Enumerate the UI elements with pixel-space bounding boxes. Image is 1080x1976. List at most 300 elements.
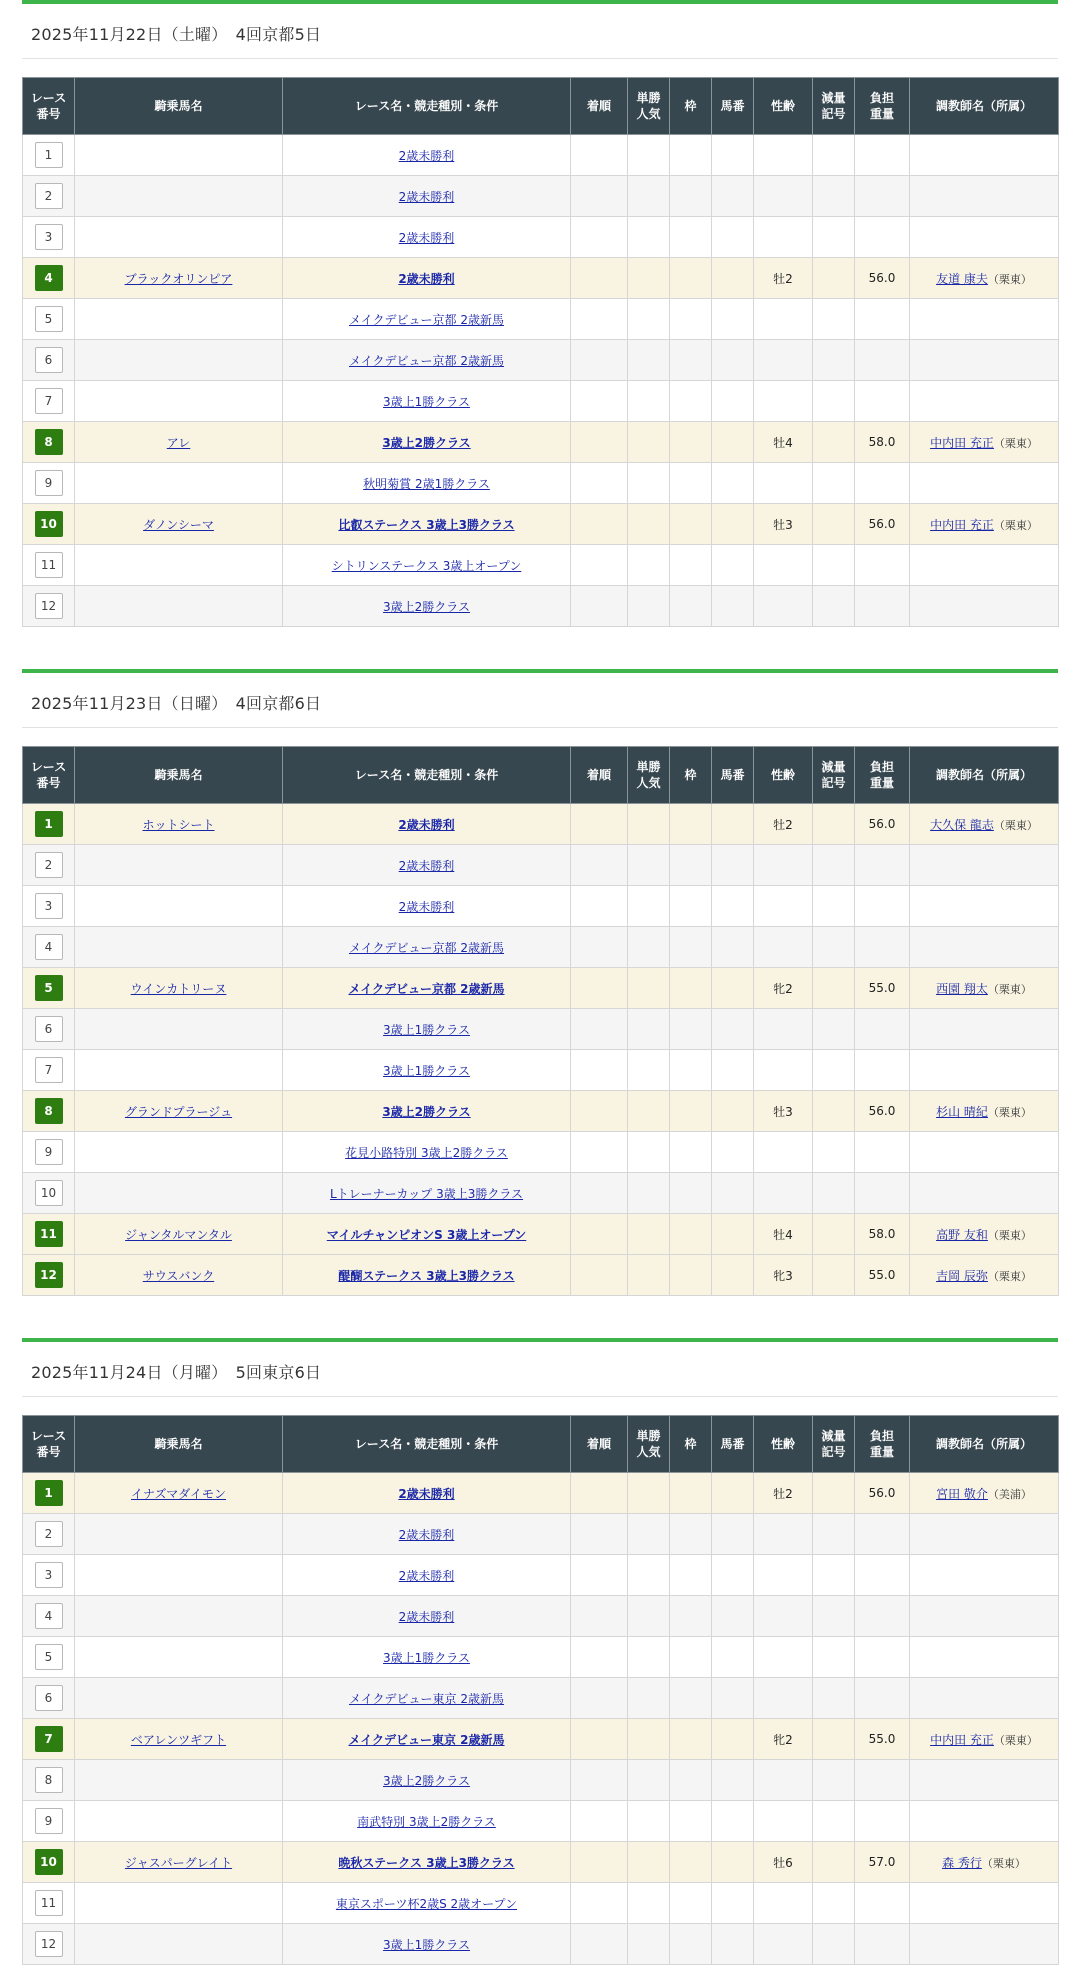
sex-age-cell bbox=[754, 1555, 813, 1596]
race-row bbox=[23, 1883, 1059, 1924]
horse-cell bbox=[75, 217, 283, 258]
finish-cell bbox=[571, 1596, 628, 1637]
horse-name-link[interactable]: ベアレンツギフト bbox=[130, 1732, 227, 1747]
burden-weight-cell: 55.0 bbox=[855, 1719, 910, 1760]
burden-weight-cell bbox=[855, 1883, 910, 1924]
weight-mark-cell bbox=[813, 927, 855, 968]
race-number-cell bbox=[23, 1596, 75, 1637]
race-name-cell bbox=[283, 135, 571, 176]
race-name-link[interactable]: 2歳未勝利 bbox=[398, 230, 455, 245]
race-name-link[interactable]: メイクデビュー京都 2歳新馬 bbox=[349, 353, 504, 368]
race-name-link[interactable]: 秋明菊賞 2歳1勝クラス bbox=[363, 476, 490, 491]
popularity-cell bbox=[628, 927, 670, 968]
race-name-link[interactable]: メイクデビュー東京 2歳新馬 bbox=[349, 1691, 504, 1706]
trainer-cell bbox=[910, 1883, 1059, 1924]
weight-mark-cell bbox=[813, 1760, 855, 1801]
horse-cell bbox=[75, 463, 283, 504]
race-name-cell bbox=[283, 1883, 571, 1924]
trainer-cell bbox=[910, 1214, 1059, 1255]
horse-number-cell bbox=[712, 1924, 754, 1965]
horse-cell bbox=[75, 1009, 283, 1050]
header-race-no: レース 番号 bbox=[23, 1416, 75, 1473]
trainer-cell bbox=[910, 1678, 1059, 1719]
trainer-cell bbox=[910, 1719, 1059, 1760]
horse-number-cell bbox=[712, 340, 754, 381]
race-name-link[interactable]: 2歳未勝利 bbox=[398, 271, 455, 286]
horse-cell bbox=[75, 886, 283, 927]
trainer-name-link[interactable]: 大久保 龍志 bbox=[930, 817, 994, 832]
race-name-link[interactable]: 南武特別 3歳上2勝クラス bbox=[357, 1814, 496, 1829]
popularity-cell bbox=[628, 1760, 670, 1801]
sex-age-cell bbox=[754, 1132, 813, 1173]
weight-mark-cell bbox=[813, 299, 855, 340]
race-name-cell bbox=[283, 968, 571, 1009]
horse-cell bbox=[75, 135, 283, 176]
popularity-cell bbox=[628, 422, 670, 463]
trainer-name-link[interactable]: 宮田 敬介 bbox=[936, 1486, 988, 1501]
frame-cell bbox=[670, 1678, 712, 1719]
frame-cell bbox=[670, 1555, 712, 1596]
race-row bbox=[23, 422, 1059, 463]
trainer-cell bbox=[910, 381, 1059, 422]
race-name-cell bbox=[283, 504, 571, 545]
race-name-link[interactable]: メイクデビュー京都 2歳新馬 bbox=[349, 312, 504, 327]
popularity-cell bbox=[628, 381, 670, 422]
finish-cell bbox=[571, 1091, 628, 1132]
finish-cell bbox=[571, 1214, 628, 1255]
horse-cell bbox=[75, 1842, 283, 1883]
race-name-cell bbox=[283, 1596, 571, 1637]
race-name-link[interactable]: 3歳上1勝クラス bbox=[383, 1063, 470, 1078]
race-name-link[interactable]: 3歳上1勝クラス bbox=[383, 1650, 470, 1665]
sex-age-cell: 牡2 bbox=[754, 1473, 813, 1514]
popularity-cell bbox=[628, 1924, 670, 1965]
horse-cell bbox=[75, 545, 283, 586]
race-number-cell bbox=[23, 1255, 75, 1296]
race-name-link[interactable]: 2歳未勝利 bbox=[398, 1486, 455, 1501]
race-name-link[interactable]: マイルチャンピオンS 3歳上オープン bbox=[326, 1227, 527, 1242]
horse-number-cell bbox=[712, 804, 754, 845]
trainer-cell bbox=[910, 1050, 1059, 1091]
trainer-name-link[interactable]: 吉岡 辰弥 bbox=[936, 1268, 988, 1283]
race-number-cell bbox=[23, 1091, 75, 1132]
burden-weight-cell bbox=[855, 1132, 910, 1173]
header-horse-number: 馬番 bbox=[712, 78, 754, 135]
race-row bbox=[23, 1514, 1059, 1555]
horse-cell bbox=[75, 422, 283, 463]
horse-name-link[interactable]: アレ bbox=[166, 435, 191, 450]
race-name-cell bbox=[283, 463, 571, 504]
weight-mark-cell bbox=[813, 1637, 855, 1678]
race-name-link[interactable]: 比叡ステークス 3歳上3勝クラス bbox=[338, 517, 515, 532]
race-number-badge: 12 bbox=[35, 1931, 63, 1957]
burden-weight-cell bbox=[855, 845, 910, 886]
race-number-badge: 6 bbox=[35, 1016, 63, 1042]
header-weight-mark: 減量 記号 bbox=[813, 78, 855, 135]
horse-name-link[interactable]: イナズマダイモン bbox=[130, 1486, 227, 1501]
sex-age-cell bbox=[754, 886, 813, 927]
sex-age-cell bbox=[754, 1801, 813, 1842]
burden-weight-cell bbox=[855, 545, 910, 586]
popularity-cell bbox=[628, 217, 670, 258]
trainer-affiliation: （栗東） bbox=[981, 1856, 1026, 1870]
race-row bbox=[23, 1091, 1059, 1132]
trainer-name-link[interactable]: 西園 翔太 bbox=[936, 981, 988, 996]
sex-age-cell bbox=[754, 463, 813, 504]
horse-cell bbox=[75, 1637, 283, 1678]
popularity-cell bbox=[628, 1596, 670, 1637]
horse-name-link[interactable]: ダノンシーマ bbox=[143, 517, 214, 532]
finish-cell bbox=[571, 545, 628, 586]
frame-cell bbox=[670, 1842, 712, 1883]
race-number-cell bbox=[23, 504, 75, 545]
race-name-link[interactable]: 2歳未勝利 bbox=[398, 1609, 455, 1624]
race-day-section bbox=[22, 669, 1058, 1296]
popularity-cell bbox=[628, 1214, 670, 1255]
trainer-cell bbox=[910, 135, 1059, 176]
race-row bbox=[23, 1473, 1059, 1514]
finish-cell bbox=[571, 1842, 628, 1883]
race-name-cell bbox=[283, 1009, 571, 1050]
race-number-badge: 9 bbox=[35, 1139, 63, 1165]
race-name-link[interactable]: 醍醐ステークス 3歳上3勝クラス bbox=[338, 1268, 515, 1283]
trainer-cell bbox=[910, 1514, 1059, 1555]
weight-mark-cell bbox=[813, 381, 855, 422]
trainer-affiliation: （栗東） bbox=[987, 982, 1032, 996]
header-popularity: 単勝 人気 bbox=[628, 1416, 670, 1473]
race-number-cell bbox=[23, 1760, 75, 1801]
trainer-name-link[interactable]: 中内田 充正 bbox=[930, 517, 994, 532]
race-name-cell bbox=[283, 1050, 571, 1091]
trainer-name-link[interactable]: 杉山 晴紀 bbox=[936, 1104, 988, 1119]
race-number-badge: 2 bbox=[35, 852, 63, 878]
trainer-cell bbox=[910, 1132, 1059, 1173]
race-number-badge: 8 bbox=[35, 429, 63, 455]
race-row bbox=[23, 463, 1059, 504]
frame-cell bbox=[670, 1801, 712, 1842]
race-name-cell bbox=[283, 1255, 571, 1296]
horse-cell bbox=[75, 1473, 283, 1514]
sex-age-cell bbox=[754, 1514, 813, 1555]
race-row bbox=[23, 340, 1059, 381]
race-name-cell bbox=[283, 299, 571, 340]
race-name-link[interactable]: 3歳上2勝クラス bbox=[382, 1104, 471, 1119]
race-row bbox=[23, 927, 1059, 968]
horse-cell bbox=[75, 340, 283, 381]
weight-mark-cell bbox=[813, 135, 855, 176]
finish-cell bbox=[571, 1050, 628, 1091]
weight-mark-cell bbox=[813, 845, 855, 886]
race-number-badge: 11 bbox=[35, 1890, 63, 1916]
finish-cell bbox=[571, 299, 628, 340]
race-name-link[interactable]: シトリンステークス 3歳上オープン bbox=[331, 558, 522, 573]
finish-cell bbox=[571, 1801, 628, 1842]
weight-mark-cell bbox=[813, 1514, 855, 1555]
race-row bbox=[23, 381, 1059, 422]
horse-cell bbox=[75, 258, 283, 299]
trainer-cell bbox=[910, 1924, 1059, 1965]
race-name-link[interactable]: 東京スポーツ杯2歳S 2歳オープン bbox=[335, 1896, 518, 1911]
sex-age-cell bbox=[754, 845, 813, 886]
race-name-cell bbox=[283, 258, 571, 299]
trainer-cell bbox=[910, 1009, 1059, 1050]
horse-name-link[interactable]: ホットシート bbox=[142, 817, 215, 832]
burden-weight-cell bbox=[855, 1596, 910, 1637]
race-row bbox=[23, 1842, 1059, 1883]
frame-cell bbox=[670, 1596, 712, 1637]
finish-cell bbox=[571, 1924, 628, 1965]
trainer-name-link[interactable]: 中内田 充正 bbox=[930, 435, 994, 450]
horse-cell bbox=[75, 381, 283, 422]
horse-cell bbox=[75, 1255, 283, 1296]
frame-cell bbox=[670, 1637, 712, 1678]
burden-weight-cell bbox=[855, 135, 910, 176]
burden-weight-cell bbox=[855, 927, 910, 968]
race-number-cell bbox=[23, 1924, 75, 1965]
popularity-cell bbox=[628, 463, 670, 504]
horse-cell bbox=[75, 586, 283, 627]
race-row bbox=[23, 1555, 1059, 1596]
popularity-cell bbox=[628, 586, 670, 627]
race-name-link[interactable]: 2歳未勝利 bbox=[398, 817, 455, 832]
sex-age-cell: 牡2 bbox=[754, 804, 813, 845]
popularity-cell bbox=[628, 1801, 670, 1842]
race-number-cell bbox=[23, 381, 75, 422]
horse-cell bbox=[75, 968, 283, 1009]
frame-cell bbox=[670, 463, 712, 504]
race-name-link[interactable]: 3歳上2勝クラス bbox=[383, 1773, 470, 1788]
race-name-link[interactable]: 2歳未勝利 bbox=[398, 148, 455, 163]
burden-weight-cell bbox=[855, 1924, 910, 1965]
race-row bbox=[23, 1760, 1059, 1801]
trainer-affiliation: （栗東） bbox=[993, 436, 1038, 450]
frame-cell bbox=[670, 845, 712, 886]
race-number-badge: 7 bbox=[35, 1726, 63, 1752]
race-name-link[interactable]: 2歳未勝利 bbox=[398, 1568, 455, 1583]
race-name-link[interactable]: 晩秋ステークス 3歳上3勝クラス bbox=[338, 1855, 515, 1870]
weight-mark-cell bbox=[813, 586, 855, 627]
horse-cell bbox=[75, 1050, 283, 1091]
race-number-badge: 10 bbox=[35, 511, 63, 537]
header-popularity: 単勝 人気 bbox=[628, 78, 670, 135]
sex-age-cell bbox=[754, 176, 813, 217]
horse-number-cell bbox=[712, 1760, 754, 1801]
trainer-affiliation: （栗東） bbox=[987, 1228, 1032, 1242]
horse-cell bbox=[75, 1719, 283, 1760]
race-name-link[interactable]: 花見小路特別 3歳上2勝クラス bbox=[345, 1145, 508, 1160]
trainer-name-link[interactable]: 高野 友和 bbox=[936, 1227, 988, 1242]
race-name-link[interactable]: 3歳上2勝クラス bbox=[382, 435, 471, 450]
sex-age-cell bbox=[754, 586, 813, 627]
race-name-link[interactable]: 2歳未勝利 bbox=[398, 1527, 455, 1542]
finish-cell bbox=[571, 1678, 628, 1719]
popularity-cell bbox=[628, 1678, 670, 1719]
horse-name-link[interactable]: ジャンタルマンタル bbox=[125, 1227, 232, 1242]
race-name-link[interactable]: 2歳未勝利 bbox=[398, 899, 455, 914]
horse-number-cell bbox=[712, 1173, 754, 1214]
race-row bbox=[23, 1719, 1059, 1760]
burden-weight-cell: 56.0 bbox=[855, 504, 910, 545]
header-horse: 騎乗馬名 bbox=[75, 747, 283, 804]
frame-cell bbox=[670, 1255, 712, 1296]
trainer-cell bbox=[910, 968, 1059, 1009]
horse-name-link[interactable]: サウスバンク bbox=[142, 1268, 215, 1283]
race-number-badge: 6 bbox=[35, 1685, 63, 1711]
trainer-affiliation: （美浦） bbox=[987, 1487, 1032, 1501]
race-number-badge: 2 bbox=[35, 183, 63, 209]
burden-weight-cell: 58.0 bbox=[855, 422, 910, 463]
race-name-link[interactable]: 3歳上1勝クラス bbox=[383, 1937, 470, 1952]
race-number-cell bbox=[23, 1514, 75, 1555]
race-number-cell bbox=[23, 1173, 75, 1214]
horse-name-link[interactable]: ブラックオリンピア bbox=[124, 271, 233, 286]
day-title: 2025年11月23日（日曜） 4回京都6日 bbox=[22, 691, 1058, 728]
trainer-name-link[interactable]: 友道 康夫 bbox=[936, 271, 988, 286]
sex-age-cell: 牡4 bbox=[754, 422, 813, 463]
race-name-link[interactable]: 2歳未勝利 bbox=[398, 858, 455, 873]
weight-mark-cell bbox=[813, 422, 855, 463]
burden-weight-cell bbox=[855, 381, 910, 422]
race-name-link[interactable]: 3歳上1勝クラス bbox=[383, 1022, 470, 1037]
day-divider bbox=[22, 0, 1058, 4]
race-row bbox=[23, 504, 1059, 545]
sex-age-cell bbox=[754, 1760, 813, 1801]
race-number-badge: 4 bbox=[35, 934, 63, 960]
trainer-affiliation: （栗東） bbox=[993, 1733, 1038, 1747]
race-number-badge: 9 bbox=[35, 1808, 63, 1834]
race-number-badge: 6 bbox=[35, 347, 63, 373]
burden-weight-cell bbox=[855, 217, 910, 258]
finish-cell bbox=[571, 1883, 628, 1924]
popularity-cell bbox=[628, 1637, 670, 1678]
race-number-badge: 1 bbox=[35, 811, 63, 837]
burden-weight-cell: 58.0 bbox=[855, 1214, 910, 1255]
horse-number-cell bbox=[712, 1214, 754, 1255]
horse-cell bbox=[75, 804, 283, 845]
race-number-badge: 9 bbox=[35, 470, 63, 496]
race-row bbox=[23, 804, 1059, 845]
trainer-affiliation: （栗東） bbox=[987, 1105, 1032, 1119]
popularity-cell bbox=[628, 968, 670, 1009]
finish-cell bbox=[571, 1760, 628, 1801]
race-number-cell bbox=[23, 968, 75, 1009]
sex-age-cell: 牝2 bbox=[754, 1719, 813, 1760]
frame-cell bbox=[670, 1760, 712, 1801]
race-name-link[interactable]: 3歳上1勝クラス bbox=[383, 394, 470, 409]
horse-number-cell bbox=[712, 1132, 754, 1173]
race-name-cell bbox=[283, 176, 571, 217]
burden-weight-cell bbox=[855, 340, 910, 381]
horse-number-cell bbox=[712, 176, 754, 217]
horse-number-cell bbox=[712, 1050, 754, 1091]
race-name-cell bbox=[283, 1801, 571, 1842]
race-number-cell bbox=[23, 1009, 75, 1050]
race-number-cell bbox=[23, 258, 75, 299]
burden-weight-cell bbox=[855, 586, 910, 627]
trainer-name-link[interactable]: 森 秀行 bbox=[942, 1855, 982, 1870]
header-trainer: 調教師名（所属） bbox=[910, 747, 1059, 804]
sex-age-cell: 牡3 bbox=[754, 1091, 813, 1132]
race-name-cell bbox=[283, 1842, 571, 1883]
sex-age-cell: 牡3 bbox=[754, 504, 813, 545]
race-number-badge: 10 bbox=[35, 1849, 63, 1875]
trainer-cell bbox=[910, 463, 1059, 504]
race-number-cell bbox=[23, 1214, 75, 1255]
race-row bbox=[23, 1678, 1059, 1719]
race-row bbox=[23, 1173, 1059, 1214]
finish-cell bbox=[571, 586, 628, 627]
race-number-badge: 12 bbox=[35, 593, 63, 619]
race-number-badge: 1 bbox=[35, 1480, 63, 1506]
horse-number-cell bbox=[712, 886, 754, 927]
finish-cell bbox=[571, 176, 628, 217]
race-number-cell bbox=[23, 135, 75, 176]
sex-age-cell bbox=[754, 340, 813, 381]
horse-number-cell bbox=[712, 968, 754, 1009]
trainer-cell bbox=[910, 804, 1059, 845]
horse-name-link[interactable]: ジャスパーグレイト bbox=[124, 1855, 233, 1870]
trainer-cell bbox=[910, 299, 1059, 340]
weight-mark-cell bbox=[813, 1842, 855, 1883]
horse-cell bbox=[75, 1883, 283, 1924]
frame-cell bbox=[670, 1883, 712, 1924]
race-name-link[interactable]: メイクデビュー東京 2歳新馬 bbox=[348, 1732, 505, 1747]
burden-weight-cell bbox=[855, 1514, 910, 1555]
race-table bbox=[22, 746, 1059, 1296]
race-name-link[interactable]: メイクデビュー京都 2歳新馬 bbox=[349, 940, 504, 955]
popularity-cell bbox=[628, 504, 670, 545]
finish-cell bbox=[571, 381, 628, 422]
finish-cell bbox=[571, 1514, 628, 1555]
race-name-link[interactable]: 3歳上2勝クラス bbox=[383, 599, 470, 614]
race-name-link[interactable]: Lトレーナーカップ 3歳上3勝クラス bbox=[329, 1186, 524, 1201]
weight-mark-cell bbox=[813, 217, 855, 258]
horse-number-cell bbox=[712, 545, 754, 586]
race-name-cell bbox=[283, 381, 571, 422]
finish-cell bbox=[571, 340, 628, 381]
burden-weight-cell: 56.0 bbox=[855, 1473, 910, 1514]
race-number-badge: 10 bbox=[35, 1180, 63, 1206]
weight-mark-cell bbox=[813, 1173, 855, 1214]
race-name-link[interactable]: 2歳未勝利 bbox=[398, 189, 455, 204]
horse-number-cell bbox=[712, 463, 754, 504]
horse-cell bbox=[75, 845, 283, 886]
race-name-link[interactable]: メイクデビュー京都 2歳新馬 bbox=[348, 981, 505, 996]
trainer-cell bbox=[910, 1760, 1059, 1801]
trainer-cell bbox=[910, 886, 1059, 927]
header-burden-weight: 負担 重量 bbox=[855, 747, 910, 804]
race-name-cell bbox=[283, 886, 571, 927]
header-trainer: 調教師名（所属） bbox=[910, 1416, 1059, 1473]
race-number-cell bbox=[23, 1132, 75, 1173]
frame-cell bbox=[670, 1132, 712, 1173]
horse-cell bbox=[75, 1924, 283, 1965]
race-number-cell bbox=[23, 1842, 75, 1883]
burden-weight-cell bbox=[855, 1637, 910, 1678]
horse-name-link[interactable]: グランドプラージュ bbox=[124, 1104, 233, 1119]
race-number-badge: 5 bbox=[35, 306, 63, 332]
weight-mark-cell bbox=[813, 258, 855, 299]
sex-age-cell bbox=[754, 1883, 813, 1924]
burden-weight-cell bbox=[855, 1678, 910, 1719]
race-row bbox=[23, 1050, 1059, 1091]
horse-name-link[interactable]: ウインカトリーヌ bbox=[130, 981, 227, 996]
popularity-cell bbox=[628, 135, 670, 176]
trainer-name-link[interactable]: 中内田 充正 bbox=[930, 1732, 994, 1747]
horse-cell bbox=[75, 176, 283, 217]
frame-cell bbox=[670, 258, 712, 299]
burden-weight-cell bbox=[855, 1009, 910, 1050]
